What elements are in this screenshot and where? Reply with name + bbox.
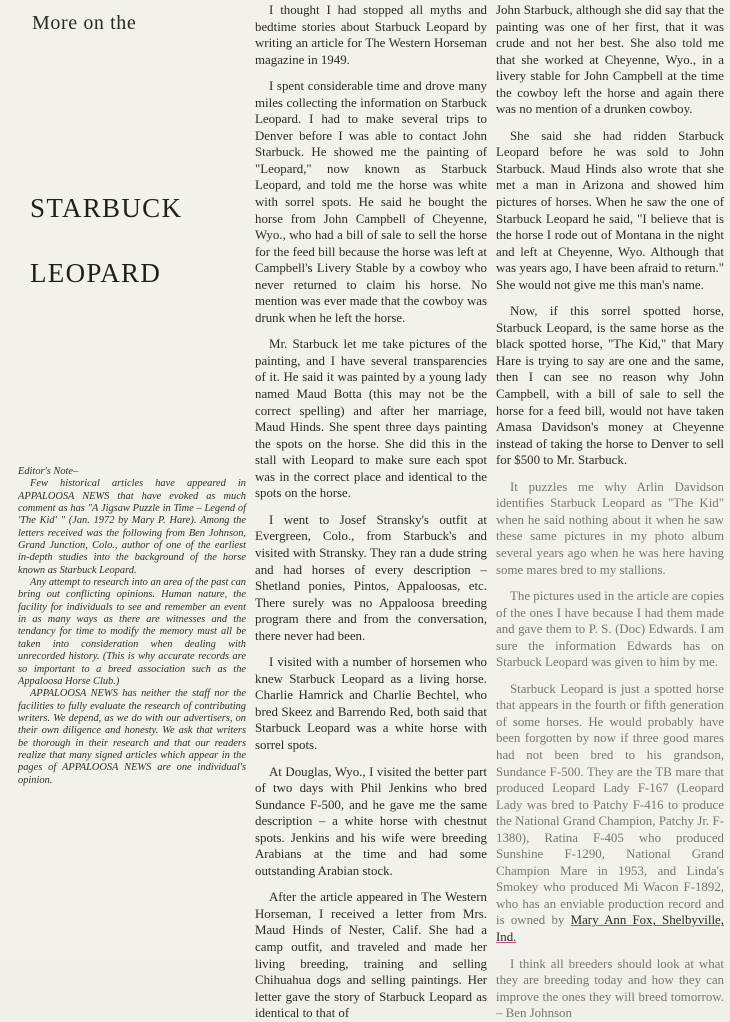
body-paragraph: She said she had ridden Starbuck Leopard before he was sold to John Starbuck. Maud Hinds also wrote that she met a man in Arizona and showed him pictures of horses. When he saw the one of Starbuck Leopard he said, "I believe that is the horse I rode out of Montana in the night and left at Cheyenne, Wyo. Although that was years ago, I have been afraid to return." She would not give me this man's name. <box>496 128 724 292</box>
body-paragraph: At Douglas, Wyo., I visited the better part of two days with Phil Jenkins who bred Sundance F-500, and he gave me the same description – a white horse with chestnut spots. Jenkins and his wife were breeding Arabians at the time and had some outstanding Arabian stock. <box>255 764 487 878</box>
body-paragraph <box>496 681 724 946</box>
body-paragraph: I visited with a number of horsemen who knew Starbuck Leopard as a living horse. Charlie Hamrick and Charlie Bechtel, who bred Skeez and Barrendo Red, both said that Starbuck Leopard was a white horse with sorrel spots. <box>255 655 487 752</box>
body-paragraph: Mr. Starbuck let me take pictures of the painting, and I have several transparencies of it. He said it was painted by a young lady named Maud Botta (this may not be the correct spelling) and after her marriage, Maud Hinds. She spent three days painting the spots on the horse. She did this in the stall with Leopard to make sure each spot was in the correct place and identical to the spots on the horse. <box>255 337 487 501</box>
body-paragraph: After the article appeared in The Western Horseman, I received a letter from Mrs. Maud Hinds of Nester, Calif. She had a camp outfit, and traveled and made her living breeding, training and selling Chihuahua dogs and selling paintings. Her letter gave the story of Starbuck Leopard as identical to that of <box>255 890 487 1021</box>
body-paragraph: Now, if this sorrel spotted horse, Starbuck Leopard, is the same horse as the black spotted horse, "The Kid," that Mary Hare is trying to say are one and the same, then I can see no reason why John Campbell, with a bill of sale to sell the horse for a feed bill, would not have taken Amasa Davidson's money at Cheyenne instead of taking the horse to Denver to sell for $500 to Mr. Starbuck. <box>496 304 724 468</box>
middle-column <box>255 2 487 1022</box>
body-paragraph-text: Starbuck Leopard is just a spotted horse that appears in the fourth or fifth generation of some horses. He would probably have been forgotten by now if three good mares had not been bred to his grandson, Sundance F-500. They are the TB mare that produced Leopard Lady F-167 (Leopard Lady was bred to Patchy F-416 to produce the National Grand Champion, Patchy Jr. F-1380), Ratina F-405 who produced Sunshine F-1290, National Grand Champion Mare in 1953, and Linda's Smokey who produced Mi Wacon F-1892, who has an enviable production record and is owned by <box>496 681 724 928</box>
article-kicker: More on the <box>32 12 137 34</box>
article-title-line-1: STARBUCK <box>30 193 183 223</box>
body-paragraph: I think all breeders should look at what they are breeding today and how they can improve the ones they will breed tomorrow. – Ben Johnson <box>496 956 724 1021</box>
owner-name: Mary Ann Fox, Shelbyville, Ind. <box>496 913 724 944</box>
editors-note-paragraph: APPALOOSA NEWS has neither the staff nor the facilities to fully evaluate the research of contributing writers. We depend, as we do with our advertisers, on their own diligence and honesty. We ask that writers be thorough in their research and that our readers realize that many signed articles which appear in the pages of APPALOOSA NEWS are one individual's opinion. <box>18 688 246 786</box>
body-paragraph: I thought I had stopped all myths and bedtime stories about Starbuck Leopard by writing an article for The Western Horseman magazine in 1949. <box>255 3 487 67</box>
editors-note-label: Editor's Note– <box>18 466 79 477</box>
body-paragraph: It puzzles me why Arlin Davidson identifies Starbuck Leopard as "The Kid" when he said nothing about it when he saw these same pictures in my photo album several years ago when he was here having some mares bred to my stallions. <box>496 479 724 577</box>
editors-note-paragraph: Any attempt to research into an area of the past can bring out conflicting opinions. Human nature, the facility for individuals to see and remember an event in as many ways as there are witnesses and the tendancy for time to modify the memory must all be taken into consideration when dealing with unrecorded history. (This is why accurate records are so important to a breed association such as the Appaloosa Horse Club.) <box>18 577 246 687</box>
body-paragraph: The pictures used in the article are copies of the ones I have because I had them made and gave them to P. S. (Doc) Edwards. I am sure the information Edwards has on Starbuck Leopard was given to him by me. <box>496 589 724 670</box>
editors-note <box>18 466 246 787</box>
body-paragraph: John Starbuck, although she did say that the painting was one of her first, that it was crude and not her best. She also told me that she worked at Cheyenne, Wyo., in a livery stable for John Campbell at the time the cowboy left the horse and again there was no mention of a drunken cowboy. <box>496 3 724 117</box>
article-title-line-2: LEOPARD <box>30 258 162 288</box>
right-column <box>496 2 724 1022</box>
editors-note-paragraph: Few historical articles have appeared in APPALOOSA NEWS that have evoked as much comment as has "A Jigsaw Puzzle in Time – Legend of 'The Kid' " (Jan. 1972 by Mary P. Hare). Among the letters received was the following from Ben Johnson, Grand Junction, Colo., author of one of the earliest in-depth studies into the background of the horse known as Starbuck Leopard. <box>18 478 246 576</box>
body-paragraph: I went to Josef Stransky's outfit at Evergreen, Colo., from Starbuck's and visited with Stransky. They ran a dude string and had horses of every description – Shetland ponies, Pintos, Appaloosas, etc. There surely was no Appaloosa breeding program there and from the conversation, there never had been. <box>255 512 487 643</box>
body-paragraph: I spent considerable time and drove many miles collecting the information on Starbuck Leopard. I had to make several trips to Denver before I was able to contact John Starbuck. He showed me the painting of "Leopard," now known as Starbuck Leopard, and told me the horse was white with sorrel spots. He said he bought the horse from John Campbell of Cheyenne, Wyo., who had a bill of sale to sell the horse for the feed bill because the horse was left at Campbell's Livery Stable by a cowboy who never returned to claim his horse. No mention was ever made that the cowboy was drunk when he left the horse. <box>255 79 487 325</box>
